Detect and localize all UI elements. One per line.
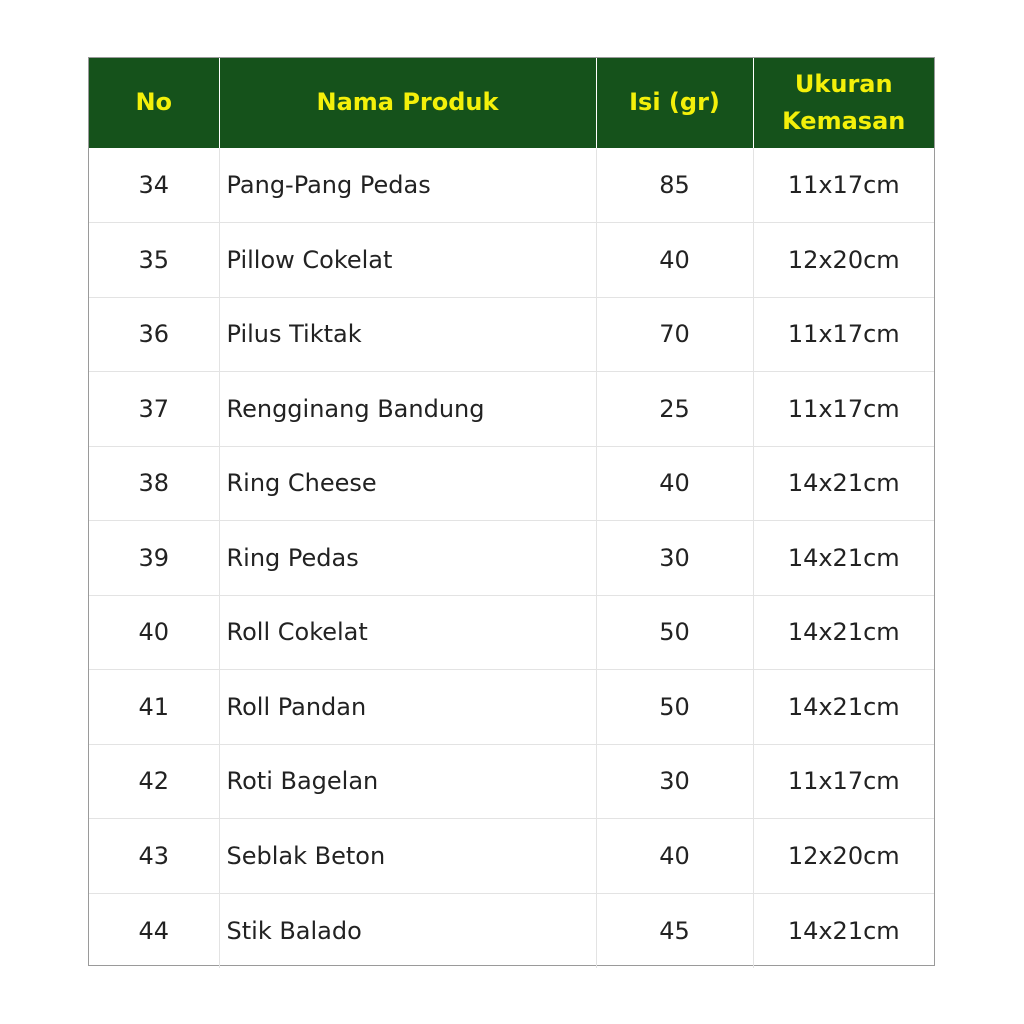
table-row <box>89 521 934 596</box>
cell-product-name: Rengginang Bandung <box>219 372 596 447</box>
product-table <box>89 58 934 968</box>
cell-product-name: Pillow Cokelat <box>219 223 596 298</box>
cell-package-size: 14x21cm <box>753 521 934 596</box>
cell-package-size: 14x21cm <box>753 670 934 745</box>
table-row <box>89 372 934 447</box>
cell-no: 34 <box>138 171 170 199</box>
table-row <box>89 893 934 968</box>
cell-no: 38 <box>138 469 170 498</box>
cell-no: 43 <box>138 841 170 870</box>
cell-weight: 45 <box>596 893 753 968</box>
cell-no: 37 <box>138 394 170 423</box>
cell-no: 35 <box>138 245 170 274</box>
cell-product-name: Roll Cokelat <box>219 595 596 670</box>
cell-product-name: Roll Pandan <box>219 670 596 745</box>
header-package-size <box>753 58 934 148</box>
table-row <box>89 148 934 223</box>
cell-product-name: Ring Pedas <box>219 521 596 596</box>
header-product-name: Nama Produk <box>219 58 596 148</box>
cell-no: 39 <box>138 543 170 572</box>
cell-no: 36 <box>138 320 170 349</box>
cell-product-name: Pilus Tiktak <box>219 297 596 372</box>
header-package-size-line2: Kemasan <box>782 107 906 135</box>
cell-no: 44 <box>138 916 170 945</box>
cell-no: 42 <box>138 767 170 796</box>
cell-product-name: Seblak Beton <box>219 819 596 894</box>
header-weight: Isi (gr) <box>596 58 753 148</box>
cell-package-size: 14x21cm <box>753 446 934 521</box>
cell-weight: 40 <box>596 819 753 894</box>
cell-package-size: 11x17cm <box>753 372 934 447</box>
cell-weight: 50 <box>596 670 753 745</box>
table-row <box>89 744 934 819</box>
cell-product-name: Ring Cheese <box>219 446 596 521</box>
header-package-size-line1: Ukuran <box>794 69 893 98</box>
cell-weight: 40 <box>596 446 753 521</box>
cell-weight: 25 <box>596 372 753 447</box>
product-table-container <box>88 57 935 966</box>
cell-weight: 40 <box>596 223 753 298</box>
table-row <box>89 819 934 894</box>
cell-product-name: Pang-Pang Pedas <box>219 148 596 223</box>
cell-package-size: 14x21cm <box>753 595 934 670</box>
cell-product-name: Stik Balado <box>219 893 596 968</box>
cell-package-size: 14x21cm <box>753 893 934 968</box>
cell-weight: 30 <box>596 521 753 596</box>
table-row <box>89 297 934 372</box>
cell-package-size: 12x20cm <box>753 223 934 298</box>
table-row <box>89 223 934 298</box>
cell-package-size: 11x17cm <box>753 148 934 223</box>
table-header <box>89 58 934 148</box>
cell-weight: 85 <box>596 148 753 223</box>
header-row <box>89 58 934 148</box>
cell-weight: 70 <box>596 297 753 372</box>
cell-no: 41 <box>138 692 170 721</box>
header-no: No <box>135 88 173 117</box>
cell-weight: 50 <box>596 595 753 670</box>
cell-package-size: 11x17cm <box>753 297 934 372</box>
table-row <box>89 595 934 670</box>
table-row <box>89 670 934 745</box>
table-body <box>89 148 934 968</box>
cell-product-name: Roti Bagelan <box>219 744 596 819</box>
cell-weight: 30 <box>596 744 753 819</box>
cell-package-size: 12x20cm <box>753 819 934 894</box>
table-row <box>89 446 934 521</box>
cell-package-size: 11x17cm <box>753 744 934 819</box>
cell-no: 40 <box>138 618 170 647</box>
